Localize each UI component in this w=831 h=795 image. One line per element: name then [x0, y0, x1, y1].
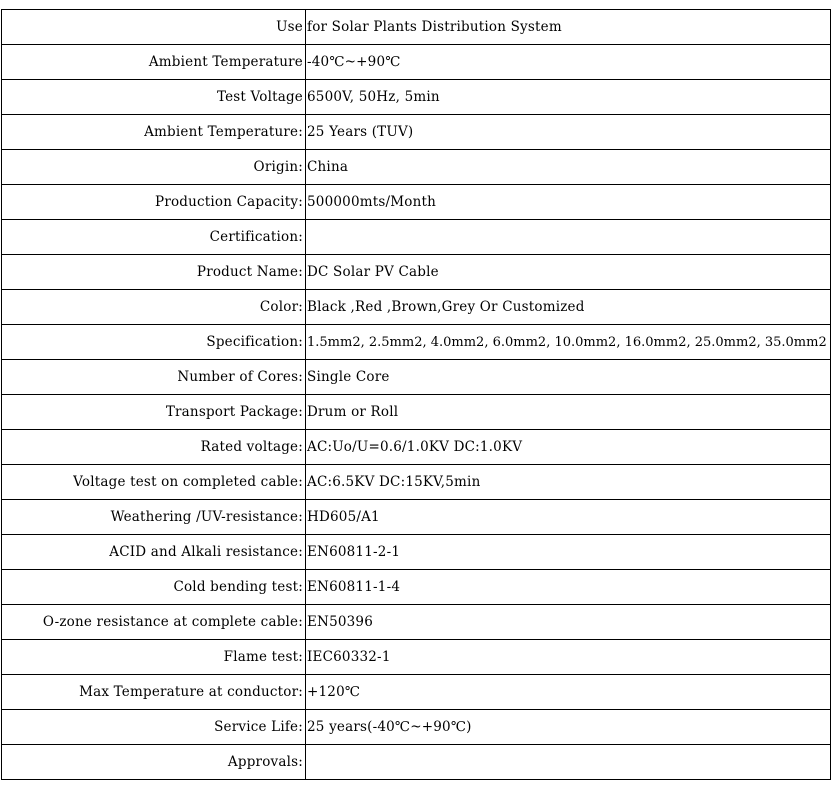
row-label: Approvals: — [2, 745, 306, 780]
row-label: Voltage test on completed cable: — [2, 465, 306, 500]
table-row — [2, 675, 831, 710]
table-row — [2, 185, 831, 220]
table-row — [2, 10, 831, 45]
table-row — [2, 535, 831, 570]
row-value — [306, 220, 831, 255]
row-label: Service Life: — [2, 710, 306, 745]
table-row — [2, 465, 831, 500]
row-value: 500000mts/Month — [306, 185, 831, 220]
row-label: Use — [2, 10, 306, 45]
row-value: for Solar Plants Distribution System — [306, 10, 831, 45]
row-value: Drum or Roll — [306, 395, 831, 430]
row-value: EN60811-1-4 — [306, 570, 831, 605]
row-value: HD605/A1 — [306, 500, 831, 535]
table-row — [2, 570, 831, 605]
table-row — [2, 430, 831, 465]
row-label: Test Voltage — [2, 80, 306, 115]
table-row — [2, 745, 831, 780]
table-row — [2, 150, 831, 185]
row-label: Ambient Temperature — [2, 45, 306, 80]
row-label: Production Capacity: — [2, 185, 306, 220]
row-label: Ambient Temperature: — [2, 115, 306, 150]
table-row — [2, 640, 831, 675]
row-value: +120℃ — [306, 675, 831, 710]
row-value: IEC60332-1 — [306, 640, 831, 675]
row-label: ACID and Alkali resistance: — [2, 535, 306, 570]
row-value: Black ,Red ,Brown,Grey Or Customized — [306, 290, 831, 325]
table-row — [2, 605, 831, 640]
row-label: Max Temperature at conductor: — [2, 675, 306, 710]
table-row — [2, 325, 831, 360]
row-value: 25 Years (TUV) — [306, 115, 831, 150]
row-value — [306, 745, 831, 780]
row-value: 1.5mm2, 2.5mm2, 4.0mm2, 6.0mm2, 10.0mm2, 16.0mm2, 25.0mm2, 35.0mm2 — [306, 325, 831, 360]
row-value: 6500V, 50Hz, 5min — [306, 80, 831, 115]
row-label: Color: — [2, 290, 306, 325]
table-row — [2, 220, 831, 255]
row-value: -40℃~+90℃ — [306, 45, 831, 80]
row-label: Cold bending test: — [2, 570, 306, 605]
table-row — [2, 290, 831, 325]
row-label: Transport Package: — [2, 395, 306, 430]
row-value: China — [306, 150, 831, 185]
row-value: 25 years(-40℃~+90℃) — [306, 710, 831, 745]
table-row — [2, 500, 831, 535]
table-row — [2, 80, 831, 115]
row-label: Certification: — [2, 220, 306, 255]
row-value: EN60811-2-1 — [306, 535, 831, 570]
row-value: Single Core — [306, 360, 831, 395]
row-value: DC Solar PV Cable — [306, 255, 831, 290]
row-value: EN50396 — [306, 605, 831, 640]
table-row — [2, 255, 831, 290]
row-label: Product Name: — [2, 255, 306, 290]
row-label: Rated voltage: — [2, 430, 306, 465]
table-row — [2, 395, 831, 430]
row-label: Specification: — [2, 325, 306, 360]
row-label: Flame test: — [2, 640, 306, 675]
spec-table — [1, 9, 831, 780]
row-label: Origin: — [2, 150, 306, 185]
table-row — [2, 115, 831, 150]
table-row — [2, 710, 831, 745]
row-label: O-zone resistance at complete cable: — [2, 605, 306, 640]
row-value: AC:Uo/U=0.6/1.0KV DC:1.0KV — [306, 430, 831, 465]
row-label: Weathering /UV-resistance: — [2, 500, 306, 535]
table-row — [2, 360, 831, 395]
row-label: Number of Cores: — [2, 360, 306, 395]
table-row — [2, 45, 831, 80]
row-value: AC:6.5KV DC:15KV,5min — [306, 465, 831, 500]
